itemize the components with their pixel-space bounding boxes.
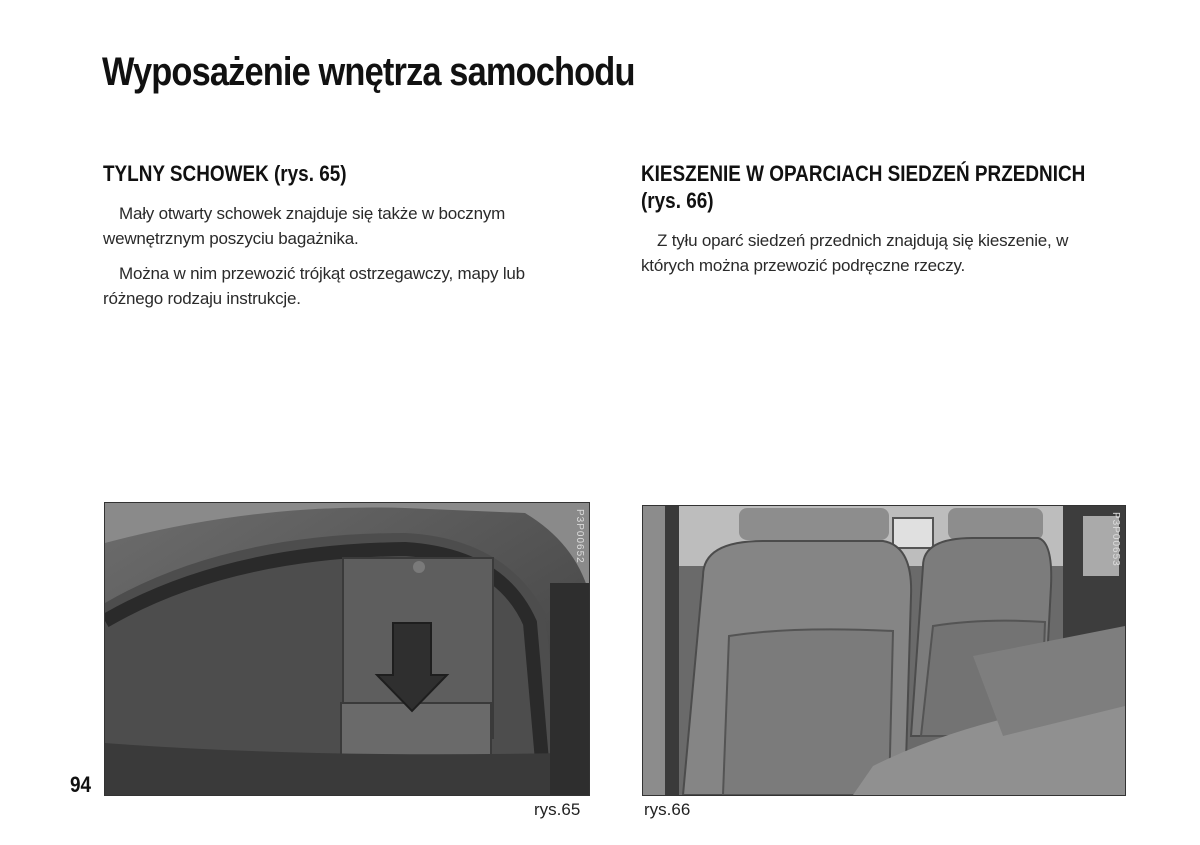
figure-caption: rys.65 [534, 800, 581, 819]
section-heading: KIESZENIE W OPARCIACH SIEDZEŃ PRZEDNICH (rys. 66) [641, 161, 1086, 213]
figure-code: P3P00653 [1110, 512, 1121, 567]
figure-trunk-compartment [104, 502, 590, 796]
section-rear-compartment [103, 160, 587, 321]
trunk-photo-illustration [105, 503, 589, 795]
paragraph: Można w nim przewozić trójkąt ostrzegawczy, mapy lub różnego rodzaju instrukcje. [103, 264, 525, 308]
figure-caption: rys.66 [644, 800, 691, 819]
seats-photo-illustration [643, 506, 1125, 795]
paragraph: Mały otwarty schowek znajduje się także w bocznym wewnętrznym poszyciu bagażnika. [103, 204, 506, 248]
paragraph: Z tyłu oparć siedzeń przednich znajdują się kieszenie, w których można przewozić podręczne rzeczy. [641, 231, 1069, 275]
section-seat-pockets [641, 160, 1125, 288]
section-heading: TYLNY SCHOWEK (rys. 65) [103, 161, 347, 186]
figure-seat-pockets [642, 505, 1126, 796]
page-title: Wyposażenie wnętrza samochodu [102, 50, 635, 94]
page-number: 94 [70, 772, 92, 797]
figure-code: P3P00652 [574, 509, 585, 564]
